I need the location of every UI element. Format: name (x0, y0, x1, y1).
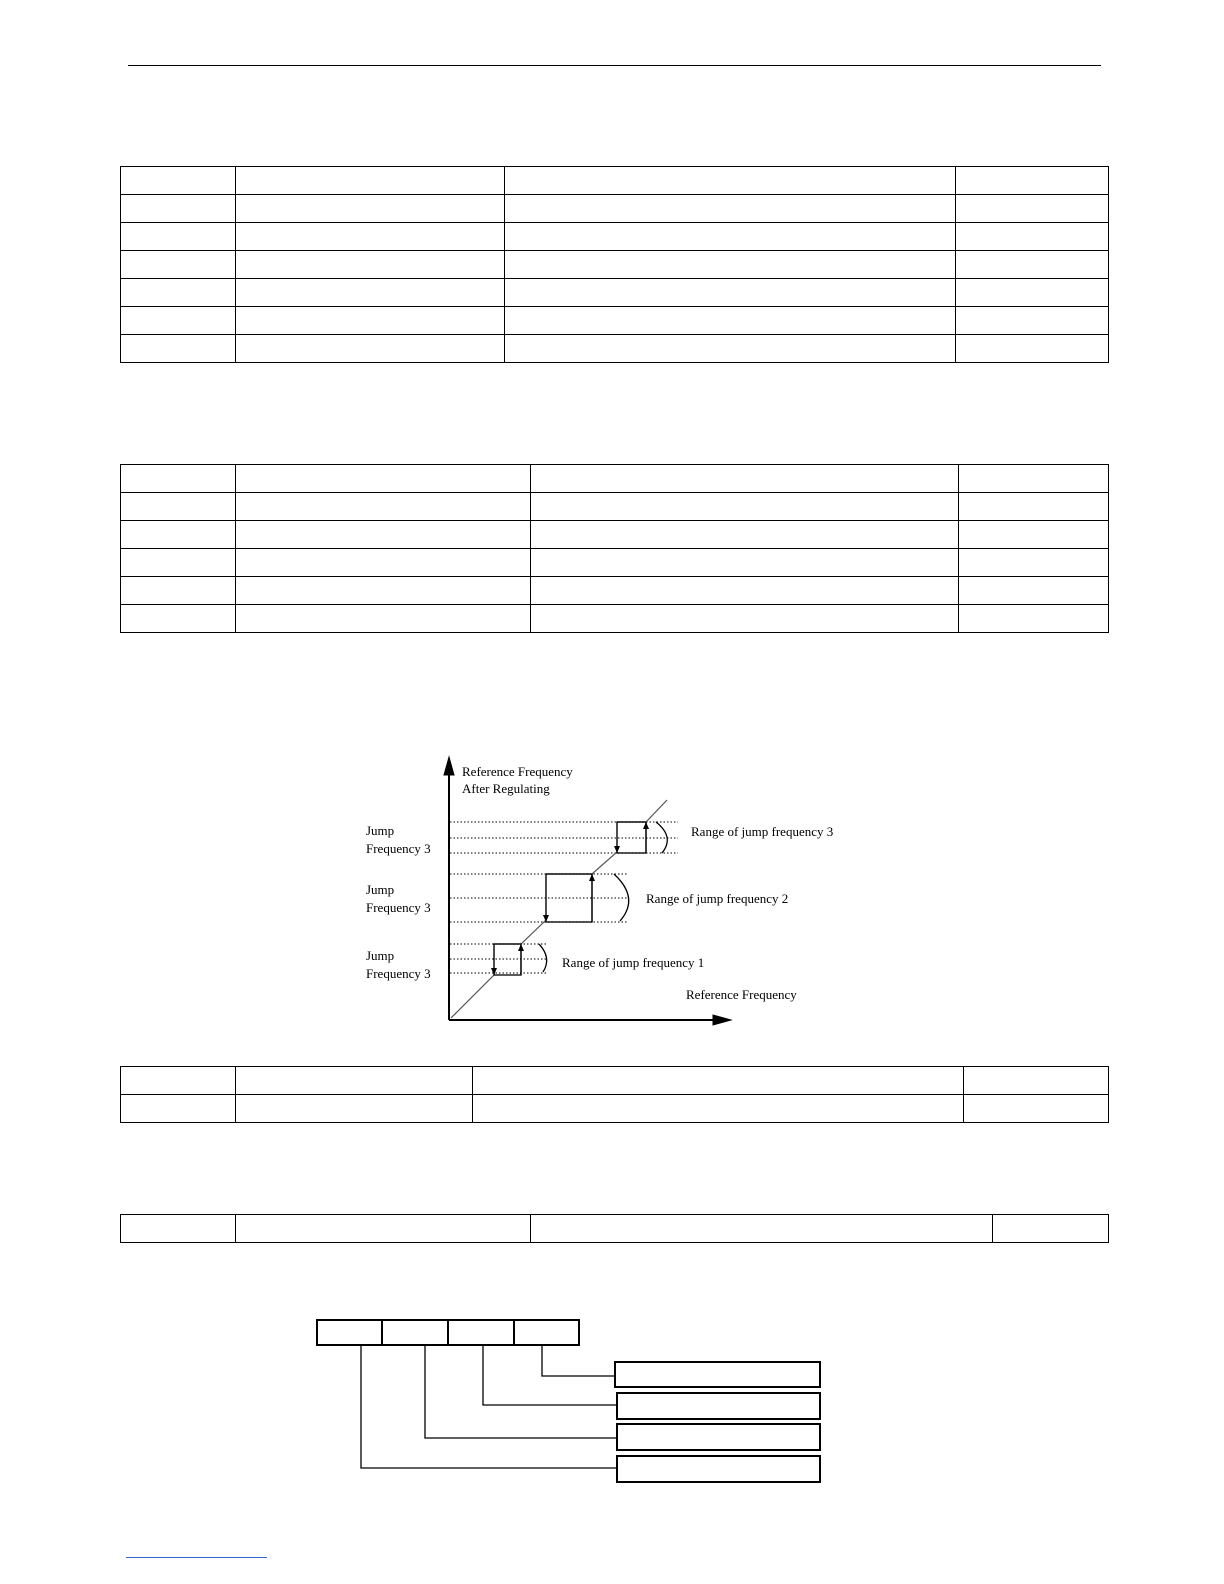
table-row (121, 605, 1109, 633)
parameter-table-3 (120, 1066, 1109, 1123)
x-axis-label: Reference Frequency (686, 987, 797, 1002)
hundreds-description-box (617, 1424, 820, 1450)
table-row (121, 307, 1109, 335)
table-row (121, 493, 1109, 521)
thousands-description-box (617, 1456, 820, 1482)
table-row (121, 1095, 1109, 1123)
table-row (121, 279, 1109, 307)
digit-box-hundreds (382, 1320, 448, 1345)
table-row (121, 521, 1109, 549)
jump-label-top-line2: Frequency 3 (366, 841, 431, 856)
table-row (121, 1215, 1109, 1243)
tens-description-box (617, 1393, 820, 1419)
digit-box-thousands (317, 1320, 382, 1345)
digit-boxes (317, 1320, 579, 1345)
y-axis-label-line2: After Regulating (462, 781, 550, 796)
jump-label-bottom-line2: Frequency 3 (366, 966, 431, 981)
range-label-3: Range of jump frequency 3 (691, 824, 834, 839)
range-label-1: Range of jump frequency 1 (562, 955, 705, 970)
table-row (121, 1067, 1109, 1095)
dotted-guides (450, 822, 678, 973)
jump-label-bottom-line1: Jump (366, 948, 395, 963)
parameter-table-4 (120, 1214, 1109, 1243)
parameter-table-2 (120, 464, 1109, 633)
table-row (121, 223, 1109, 251)
table-row (121, 335, 1109, 363)
table-row (121, 549, 1109, 577)
connector-lines (361, 1345, 617, 1468)
jump-frequency-diagram (355, 753, 845, 1033)
units-description-box (615, 1362, 820, 1387)
footer-link-underline[interactable] (126, 1557, 267, 1558)
y-axis-label-line1: Reference Frequency (462, 764, 573, 779)
description-boxes (615, 1362, 820, 1482)
table-row (121, 251, 1109, 279)
range-label-2: Range of jump frequency 2 (646, 891, 789, 906)
jump-label-middle-line1: Jump (366, 882, 395, 897)
table-row (121, 465, 1109, 493)
table-row (121, 577, 1109, 605)
jump-label-top-line1: Jump (366, 823, 395, 838)
table-row (121, 167, 1109, 195)
jump-label-middle-line2: Frequency 3 (366, 900, 431, 915)
parameter-table-1 (120, 166, 1109, 363)
header-rule (128, 65, 1101, 66)
digit-setting-diagram (310, 1312, 830, 1492)
regulated-frequency-curve (451, 800, 667, 1018)
digit-box-units (514, 1320, 579, 1345)
table-row (121, 195, 1109, 223)
digit-box-tens (448, 1320, 514, 1345)
